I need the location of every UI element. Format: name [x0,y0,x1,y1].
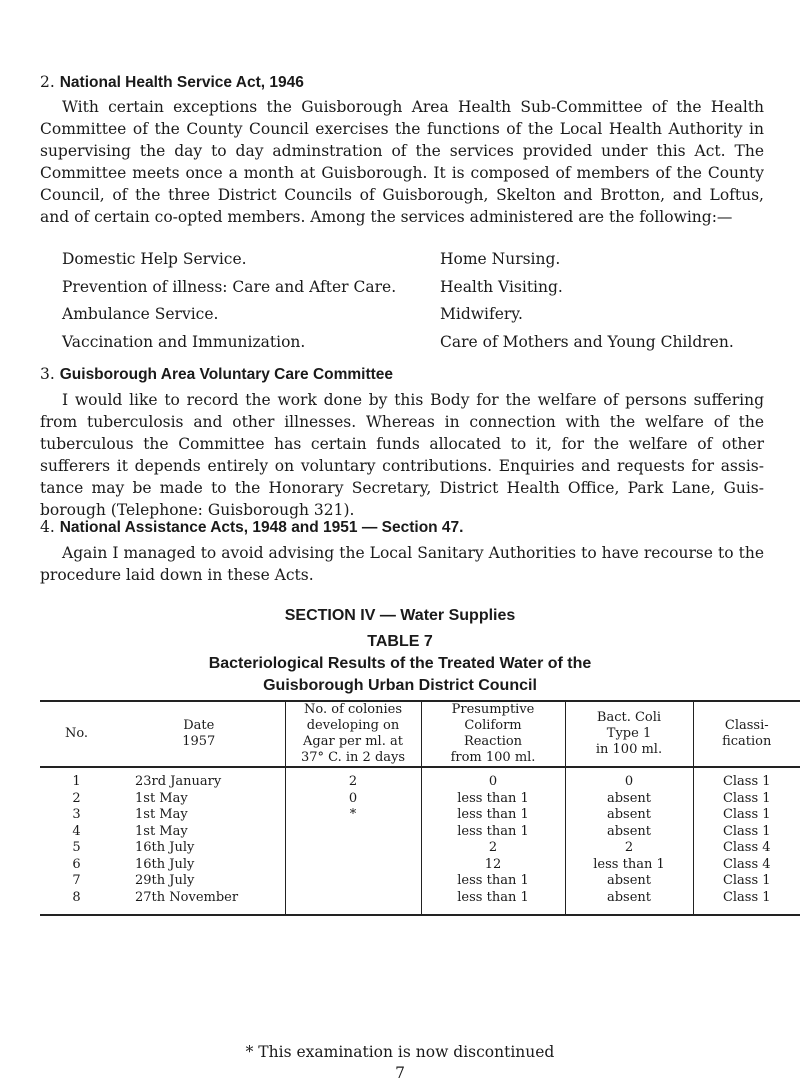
section-3-title: Guisborough Area Voluntary Care Committee [59,366,394,383]
table-cell: less than 1 [421,890,565,916]
table-cell: 1 [72,774,81,789]
table-cell: 8 [40,890,113,916]
table-cell: Class 1 [693,873,800,890]
table-cell: 2 [285,767,421,791]
table-cell: Class 1 [693,890,800,916]
table-cell: Class 1 [693,767,800,791]
table-cell [285,857,421,874]
service-item: Ambulance Service. [62,305,219,323]
section-title: SECTION IV — Water Supplies [284,607,516,624]
table-cell: less than 1 [421,824,565,841]
service-item: Health Visiting. [440,278,563,296]
section-3-heading: 3. Guisborough Area Voluntary Care Committee [40,365,394,383]
table-title: TABLE 7 [367,633,433,650]
table-row [40,840,800,857]
table-cell: 5 [72,840,81,855]
table-cell: Class 4 [693,840,800,857]
table-cell: 1st May [135,807,188,822]
table-cell: 12 [421,857,565,874]
service-item: Prevention of illness: Care and After Care. [62,278,397,296]
service-item: Midwifery. [440,305,523,323]
header-classification: Classi- fication [693,701,800,767]
table-caption-line-2: Guisborough Urban District Council [263,677,537,694]
table-cell: absent [565,824,693,841]
service-item: Domestic Help Service. [62,250,247,268]
table-row [40,857,800,874]
section-2-body: With certain exceptions the Guisborough Area Health Sub-Committee of the Health Committee of the County Council exercises the functions of the Local Health Authority in supervising the day to day adminstration of the services provided under this Act. The Committee meets once a month at Guisborough. It is composed of members of the County Council, of the three District Councils of Guisborough, Skelton and Brotton, and Loftus, and of certain co-opted members. Among the services administered are the following:— [40,98,764,226]
table-cell: 27th November [113,890,285,916]
table-cell: 2 [421,840,565,857]
table-caption-line-1: Bacteriological Results of the Treated Water of the [208,655,592,672]
table-cell [285,824,421,841]
table-cell: Class 1 [693,791,800,808]
table-cell [285,890,421,916]
table-row [40,791,800,808]
table-cell: 7 [72,873,81,888]
header-no: No. [40,701,113,767]
section-4-title: National Assistance Acts, 1948 and 1951 — Section 47. [59,519,464,536]
table-cell: less than 1 [421,807,565,824]
table-cell: 0 [421,767,565,791]
table-row [40,767,800,791]
table-cell: 1st May [135,790,188,806]
results-table [40,700,800,916]
table-cell: 16th July [135,856,195,872]
table-cell: * [285,807,421,824]
table-footnote: * This examination is now discontinued [245,1043,555,1061]
service-item: Vaccination and Immunization. [62,333,306,351]
table-cell [285,873,421,890]
header-bact-coli: Bact. Coli Type 1 in 100 ml. [565,701,693,767]
table-cell: 0 [565,767,693,791]
table-cell: 6 [72,856,81,872]
table-cell: 2 [72,790,81,806]
table-row [40,824,800,841]
section-2-heading: 2. National Health Service Act, 1946 [40,73,304,91]
header-coliform: Presumptive Coliform Reaction from 100 ml. [421,701,565,767]
table-cell: less than 1 [421,873,565,890]
table-row [40,873,800,890]
section-4-body: Again I managed to avoid advising the Local Sanitary Authorities to have recourse to the procedure laid down in these Acts. [40,544,764,584]
header-colonies: No. of colonies developing on Agar per ml. at 37° C. in 2 days [285,701,421,767]
table-cell: Class 1 [693,807,800,824]
table-cell: 0 [285,791,421,808]
section-3-body: I would like to record the work done by this Body for the welfare of persons suffering from tuberculosis and other illnesses. Whereas in connection with the welfare of the tuberculous the Committee has certain funds allocated to it, for the welfare of other sufferers it depends entirely on voluntary contributions. Enquiries and requests for assis-tance may be made to the Honorary Secretary, District Health Office, Park Lane, Guis-borough (Telephone: Guisborough 321). [40,391,764,519]
table-cell: absent [565,890,693,916]
table-cell: absent [565,791,693,808]
table-cell: 29th July [135,873,195,888]
table-cell: 2 [565,840,693,857]
page-number: 7 [395,1064,405,1082]
table-cell: absent [565,807,693,824]
table-cell: 16th July [135,840,195,855]
table-cell: 3 [72,807,81,822]
service-item: Home Nursing. [440,250,561,268]
table-cell: absent [565,873,693,890]
table-cell: less than 1 [565,857,693,874]
table-cell [285,840,421,857]
section-4-heading: 4. National Assistance Acts, 1948 and 1951 — Section 47. [40,518,464,536]
table-cell: 4 [72,823,81,839]
table-row [40,890,800,916]
header-date: Date 1957 [113,701,285,767]
table-cell: 1st May [135,823,188,839]
table-header-row [40,701,800,767]
table-cell: less than 1 [421,791,565,808]
section-2-title: National Health Service Act, 1946 [59,74,304,91]
service-item: Care of Mothers and Young Children. [440,333,734,351]
table-row [40,807,800,824]
table-cell: Class 1 [693,824,800,841]
table-cell: Class 4 [693,857,800,874]
table-cell: 23rd January [135,774,222,789]
